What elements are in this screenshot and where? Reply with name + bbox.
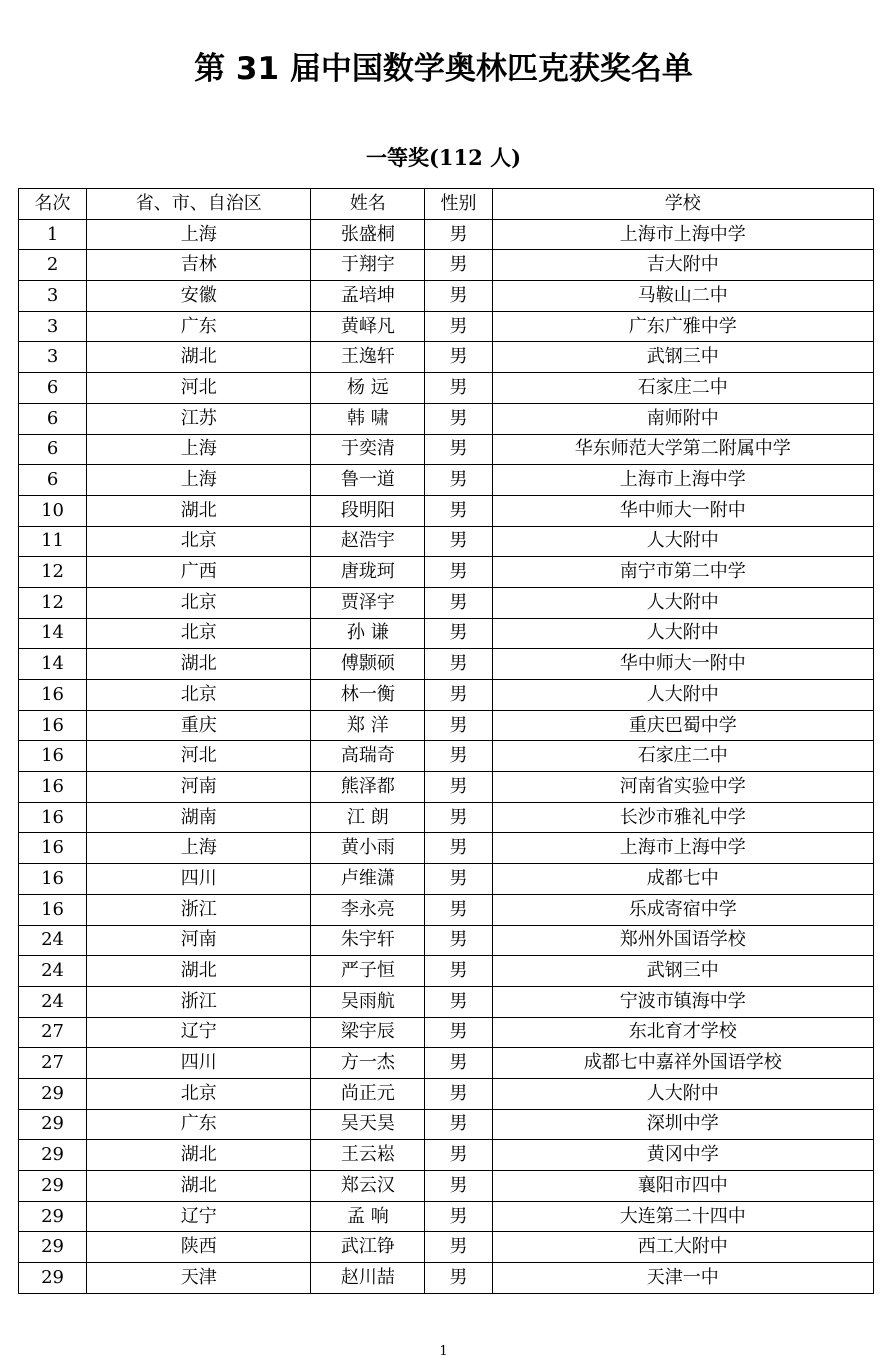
name-cell: 方一杰 xyxy=(311,1048,425,1079)
province-cell: 浙江 xyxy=(87,986,311,1017)
table-row xyxy=(19,1109,874,1140)
rank-cell: 6 xyxy=(19,373,87,404)
table-row xyxy=(19,802,874,833)
province-cell: 湖北 xyxy=(87,649,311,680)
gender-cell: 男 xyxy=(425,587,492,618)
gender-cell: 男 xyxy=(425,741,492,772)
gender-cell: 男 xyxy=(425,219,492,250)
gender-cell: 男 xyxy=(425,557,492,588)
province-cell: 河北 xyxy=(87,741,311,772)
school-cell: 华东师范大学第二附属中学 xyxy=(492,434,873,465)
province-cell: 湖北 xyxy=(87,1171,311,1202)
school-cell: 人大附中 xyxy=(492,1078,873,1109)
rank-cell: 16 xyxy=(19,864,87,895)
name-cell: 赵川喆 xyxy=(311,1263,425,1294)
province-cell: 北京 xyxy=(87,526,311,557)
province-cell: 河南 xyxy=(87,772,311,803)
rank-cell: 29 xyxy=(19,1263,87,1294)
province-cell: 江苏 xyxy=(87,403,311,434)
table-row xyxy=(19,710,874,741)
rank-cell: 29 xyxy=(19,1232,87,1263)
province-cell: 天津 xyxy=(87,1263,311,1294)
school-cell: 华中师大一附中 xyxy=(492,649,873,680)
school-cell: 马鞍山二中 xyxy=(492,281,873,312)
province-cell: 安徽 xyxy=(87,281,311,312)
gender-cell: 男 xyxy=(425,864,492,895)
gender-cell: 男 xyxy=(425,618,492,649)
school-cell: 宁波市镇海中学 xyxy=(492,986,873,1017)
table-row xyxy=(19,864,874,895)
school-cell: 乐成寄宿中学 xyxy=(492,894,873,925)
table-row xyxy=(19,434,874,465)
page-number: 1 xyxy=(439,1344,448,1359)
header-gender: 性别 xyxy=(425,189,492,220)
table-row xyxy=(19,250,874,281)
gender-cell: 男 xyxy=(425,281,492,312)
gender-cell: 男 xyxy=(425,403,492,434)
table-row xyxy=(19,925,874,956)
province-cell: 吉林 xyxy=(87,250,311,281)
name-cell: 严子恒 xyxy=(311,956,425,987)
award-section-heading: 一等奖(112 人) xyxy=(365,145,522,170)
rank-cell: 29 xyxy=(19,1109,87,1140)
rank-cell: 16 xyxy=(19,680,87,711)
gender-cell: 男 xyxy=(425,986,492,1017)
table-row xyxy=(19,1078,874,1109)
school-cell: 成都七中嘉祥外国语学校 xyxy=(492,1048,873,1079)
name-cell: 韩 啸 xyxy=(311,403,425,434)
school-cell: 人大附中 xyxy=(492,587,873,618)
school-cell: 人大附中 xyxy=(492,526,873,557)
school-cell: 南师附中 xyxy=(492,403,873,434)
rank-cell: 11 xyxy=(19,526,87,557)
school-cell: 上海市上海中学 xyxy=(492,219,873,250)
gender-cell: 男 xyxy=(425,833,492,864)
page-title: 第 31 届中国数学奥林匹克获奖名单 xyxy=(194,51,693,87)
rank-cell: 16 xyxy=(19,802,87,833)
table-header-row xyxy=(19,189,874,220)
name-cell: 郑 洋 xyxy=(311,710,425,741)
table-row xyxy=(19,526,874,557)
province-cell: 湖北 xyxy=(87,495,311,526)
name-cell: 黄峄凡 xyxy=(311,311,425,342)
province-cell: 辽宁 xyxy=(87,1017,311,1048)
rank-cell: 3 xyxy=(19,281,87,312)
table-row xyxy=(19,342,874,373)
rank-cell: 27 xyxy=(19,1017,87,1048)
table-row xyxy=(19,1171,874,1202)
school-cell: 石家庄二中 xyxy=(492,741,873,772)
school-cell: 武钢三中 xyxy=(492,956,873,987)
name-cell: 吴天昊 xyxy=(311,1109,425,1140)
gender-cell: 男 xyxy=(425,311,492,342)
table-row xyxy=(19,587,874,618)
rank-cell: 14 xyxy=(19,618,87,649)
gender-cell: 男 xyxy=(425,1017,492,1048)
rank-cell: 24 xyxy=(19,956,87,987)
table-row xyxy=(19,465,874,496)
header-name: 姓名 xyxy=(311,189,425,220)
province-cell: 广西 xyxy=(87,557,311,588)
name-cell: 于奕清 xyxy=(311,434,425,465)
gender-cell: 男 xyxy=(425,772,492,803)
name-cell: 傅颢硕 xyxy=(311,649,425,680)
gender-cell: 男 xyxy=(425,894,492,925)
rank-cell: 29 xyxy=(19,1078,87,1109)
table-row xyxy=(19,680,874,711)
school-cell: 襄阳市四中 xyxy=(492,1171,873,1202)
province-cell: 上海 xyxy=(87,219,311,250)
rank-cell: 16 xyxy=(19,741,87,772)
rank-cell: 24 xyxy=(19,925,87,956)
school-cell: 天津一中 xyxy=(492,1263,873,1294)
province-cell: 河南 xyxy=(87,925,311,956)
table-row xyxy=(19,495,874,526)
table-row xyxy=(19,986,874,1017)
name-cell: 武江铮 xyxy=(311,1232,425,1263)
gender-cell: 男 xyxy=(425,649,492,680)
school-cell: 人大附中 xyxy=(492,680,873,711)
province-cell: 湖北 xyxy=(87,1140,311,1171)
province-cell: 辽宁 xyxy=(87,1201,311,1232)
rank-cell: 6 xyxy=(19,403,87,434)
name-cell: 高瑞奇 xyxy=(311,741,425,772)
name-cell: 唐珑珂 xyxy=(311,557,425,588)
province-cell: 重庆 xyxy=(87,710,311,741)
gender-cell: 男 xyxy=(425,1171,492,1202)
table-row xyxy=(19,956,874,987)
rank-cell: 6 xyxy=(19,434,87,465)
school-cell: 黄冈中学 xyxy=(492,1140,873,1171)
gender-cell: 男 xyxy=(425,1232,492,1263)
gender-cell: 男 xyxy=(425,1263,492,1294)
school-cell: 上海市上海中学 xyxy=(492,465,873,496)
table-row xyxy=(19,894,874,925)
rank-cell: 12 xyxy=(19,587,87,618)
name-cell: 吴雨航 xyxy=(311,986,425,1017)
name-cell: 李永亮 xyxy=(311,894,425,925)
gender-cell: 男 xyxy=(425,1109,492,1140)
table-row xyxy=(19,772,874,803)
rank-cell: 16 xyxy=(19,710,87,741)
rank-cell: 24 xyxy=(19,986,87,1017)
school-cell: 广东广雅中学 xyxy=(492,311,873,342)
province-cell: 上海 xyxy=(87,434,311,465)
name-cell: 鲁一道 xyxy=(311,465,425,496)
table-row xyxy=(19,557,874,588)
header-school: 学校 xyxy=(492,189,873,220)
gender-cell: 男 xyxy=(425,1078,492,1109)
rank-cell: 10 xyxy=(19,495,87,526)
table-row xyxy=(19,219,874,250)
table-row xyxy=(19,833,874,864)
gender-cell: 男 xyxy=(425,956,492,987)
name-cell: 熊泽都 xyxy=(311,772,425,803)
province-cell: 浙江 xyxy=(87,894,311,925)
province-cell: 湖北 xyxy=(87,342,311,373)
name-cell: 赵浩宇 xyxy=(311,526,425,557)
table-row xyxy=(19,1017,874,1048)
school-cell: 深圳中学 xyxy=(492,1109,873,1140)
table-row xyxy=(19,1140,874,1171)
province-cell: 湖北 xyxy=(87,956,311,987)
rank-cell: 16 xyxy=(19,894,87,925)
school-cell: 上海市上海中学 xyxy=(492,833,873,864)
name-cell: 黄小雨 xyxy=(311,833,425,864)
school-cell: 武钢三中 xyxy=(492,342,873,373)
table-row xyxy=(19,741,874,772)
rank-cell: 12 xyxy=(19,557,87,588)
rank-cell: 3 xyxy=(19,311,87,342)
school-cell: 石家庄二中 xyxy=(492,373,873,404)
rank-cell: 3 xyxy=(19,342,87,373)
table-row xyxy=(19,1048,874,1079)
name-cell: 王云崧 xyxy=(311,1140,425,1171)
award-table xyxy=(18,188,874,1294)
table-body xyxy=(19,219,874,1293)
school-cell: 吉大附中 xyxy=(492,250,873,281)
table-row xyxy=(19,311,874,342)
gender-cell: 男 xyxy=(425,526,492,557)
gender-cell: 男 xyxy=(425,680,492,711)
gender-cell: 男 xyxy=(425,465,492,496)
province-cell: 北京 xyxy=(87,587,311,618)
province-cell: 北京 xyxy=(87,618,311,649)
province-cell: 四川 xyxy=(87,1048,311,1079)
name-cell: 孟 响 xyxy=(311,1201,425,1232)
name-cell: 杨 远 xyxy=(311,373,425,404)
rank-cell: 1 xyxy=(19,219,87,250)
name-cell: 张盛桐 xyxy=(311,219,425,250)
table-row xyxy=(19,1201,874,1232)
school-cell: 郑州外国语学校 xyxy=(492,925,873,956)
name-cell: 林一衡 xyxy=(311,680,425,711)
gender-cell: 男 xyxy=(425,250,492,281)
school-cell: 南宁市第二中学 xyxy=(492,557,873,588)
province-cell: 湖南 xyxy=(87,802,311,833)
province-cell: 四川 xyxy=(87,864,311,895)
name-cell: 于翔宇 xyxy=(311,250,425,281)
school-cell: 重庆巴蜀中学 xyxy=(492,710,873,741)
name-cell: 梁宇辰 xyxy=(311,1017,425,1048)
province-cell: 广东 xyxy=(87,1109,311,1140)
province-cell: 广东 xyxy=(87,311,311,342)
header-province: 省、市、自治区 xyxy=(87,189,311,220)
rank-cell: 6 xyxy=(19,465,87,496)
rank-cell: 29 xyxy=(19,1171,87,1202)
school-cell: 成都七中 xyxy=(492,864,873,895)
name-cell: 郑云汉 xyxy=(311,1171,425,1202)
name-cell: 孙 谦 xyxy=(311,618,425,649)
gender-cell: 男 xyxy=(425,802,492,833)
table-row xyxy=(19,649,874,680)
province-cell: 北京 xyxy=(87,680,311,711)
name-cell: 王逸轩 xyxy=(311,342,425,373)
rank-cell: 2 xyxy=(19,250,87,281)
school-cell: 东北育才学校 xyxy=(492,1017,873,1048)
rank-cell: 16 xyxy=(19,833,87,864)
name-cell: 卢维潇 xyxy=(311,864,425,895)
gender-cell: 男 xyxy=(425,925,492,956)
rank-cell: 29 xyxy=(19,1140,87,1171)
table-row xyxy=(19,403,874,434)
gender-cell: 男 xyxy=(425,1140,492,1171)
name-cell: 孟培坤 xyxy=(311,281,425,312)
rank-cell: 27 xyxy=(19,1048,87,1079)
rank-cell: 14 xyxy=(19,649,87,680)
gender-cell: 男 xyxy=(425,495,492,526)
name-cell: 段明阳 xyxy=(311,495,425,526)
school-cell: 大连第二十四中 xyxy=(492,1201,873,1232)
name-cell: 贾泽宇 xyxy=(311,587,425,618)
gender-cell: 男 xyxy=(425,434,492,465)
school-cell: 西工大附中 xyxy=(492,1232,873,1263)
province-cell: 上海 xyxy=(87,465,311,496)
province-cell: 河北 xyxy=(87,373,311,404)
table-row xyxy=(19,373,874,404)
table-row xyxy=(19,1232,874,1263)
gender-cell: 男 xyxy=(425,1048,492,1079)
school-cell: 长沙市雅礼中学 xyxy=(492,802,873,833)
table-row xyxy=(19,1263,874,1294)
school-cell: 人大附中 xyxy=(492,618,873,649)
province-cell: 上海 xyxy=(87,833,311,864)
table-row xyxy=(19,618,874,649)
header-rank: 名次 xyxy=(19,189,87,220)
province-cell: 陕西 xyxy=(87,1232,311,1263)
gender-cell: 男 xyxy=(425,342,492,373)
table-row xyxy=(19,281,874,312)
school-cell: 河南省实验中学 xyxy=(492,772,873,803)
school-cell: 华中师大一附中 xyxy=(492,495,873,526)
rank-cell: 16 xyxy=(19,772,87,803)
name-cell: 尚正元 xyxy=(311,1078,425,1109)
gender-cell: 男 xyxy=(425,710,492,741)
rank-cell: 29 xyxy=(19,1201,87,1232)
name-cell: 江 朗 xyxy=(311,802,425,833)
gender-cell: 男 xyxy=(425,1201,492,1232)
gender-cell: 男 xyxy=(425,373,492,404)
province-cell: 北京 xyxy=(87,1078,311,1109)
name-cell: 朱宇轩 xyxy=(311,925,425,956)
